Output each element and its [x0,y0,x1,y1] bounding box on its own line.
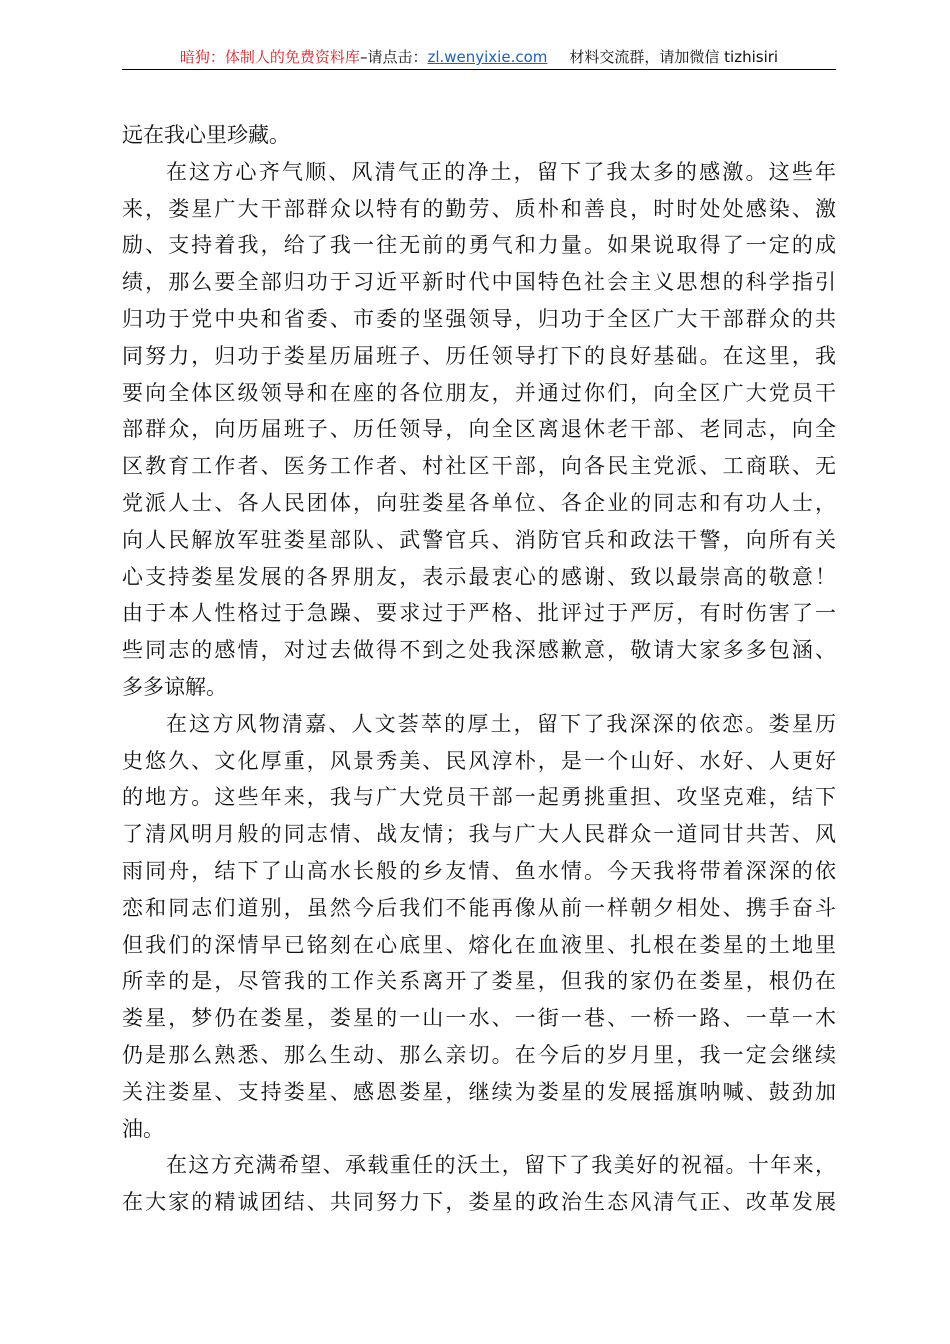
page-header [122,46,836,67]
text-line: 归功于党中央和省委、市委的坚强领导，归功于全区广大干部群众的共 [122,306,836,331]
text-line: 励、支持着我，给了我一往无前的勇气和力量。如果说取得了一定的成 [122,233,836,258]
header-brand: 暗狗：体制人的免费资料库 [179,48,360,66]
text-line: 在这方心齐气顺、风清气正的净土，留下了我太多的感激。这些年 [166,159,836,184]
text-line: 史悠久、文化厚重，风景秀美、民风淳朴，是一个山好、水好、人更好 [122,748,836,773]
text-line: 绩，那么要全部归功于习近平新时代中国特色社会主义思想的科学指引 [122,270,836,295]
text-line: 的地方。这些年来，我与广大党员干部一起勇挑重担、攻坚克难，结下 [122,785,836,810]
text-line: 心支持娄星发展的各界朋友，表示最衷心的感谢、致以最崇高的敬意！ [122,564,836,589]
text-line: 些同志的感情，对过去做得不到之处我深感歉意，敬请大家多多包涵、 [122,638,836,663]
text-line: 区教育工作者、医务工作者、村社区干部，向各民主党派、工商联、无 [122,454,836,479]
text-line: 恋和同志们道别，虽然今后我们不能再像从前一样朝夕相处、携手奋斗 [122,895,836,920]
text-line: 在大家的精诚团结、共同努力下，娄星的政治生态风清气正、改革发展 [122,1190,836,1215]
text-line: 来，娄星广大干部群众以特有的勤劳、质朴和善良，时时处处感染、激 [122,196,836,221]
text-line: 油。 [122,1116,164,1141]
text-line: 关注娄星、支持娄星、感恩娄星，继续为娄星的发展摇旗呐喊、鼓劲加 [122,1079,836,1104]
text-line: 雨同舟，结下了山高水长般的乡友情、鱼水情。今天我将带着深深的依 [122,858,836,883]
text-line: 在这方风物清嘉、人文荟萃的厚土，留下了我深深的依恋。娄星历 [166,711,836,736]
text-line: 向人民解放军驻娄星部队、武警官兵、消防官兵和政法干警，向所有关 [122,527,836,552]
text-line: 党派人士、各人民团体，向驻娄星各单位、各企业的同志和有功人士， [122,490,836,515]
text-line: 了清风明月般的同志情、战友情；我与广大人民群众一道同甘共苦、风 [122,822,836,847]
header-link[interactable]: zl.wenyixie.com [427,48,548,66]
text-line: 由于本人性格过于急躁、要求过于严格、批评过于严厉，有时伤害了一 [122,601,836,626]
text-line: 娄星，梦仍在娄星，娄星的一山一水、一街一巷、一桥一路、一草一木 [122,1006,836,1031]
document-body [122,117,836,1221]
header-prompt: –请点击： [359,48,428,66]
text-line: 部群众，向历届班子、历任领导，向全区离退休老干部、老同志，向全 [122,417,836,442]
text-line: 但我们的深情早已铭刻在心底里、熔化在血液里、扎根在娄星的土地里 [122,932,836,957]
text-line: 多多谅解。 [122,674,227,699]
text-line: 要向全体区级领导和在座的各位朋友，并通过你们，向全区广大党员干 [122,380,836,405]
text-line: 同努力，归功于娄星历届班子、历任领导打下的良好基础。在这里，我 [122,343,836,368]
text-line: 所幸的是，尽管我的工作关系离开了娄星，但我的家仍在娄星，根仍在 [122,969,836,994]
text-line: 在这方充满希望、承载重任的沃土，留下了我美好的祝福。十年来， [166,1153,836,1178]
header-divider [122,69,836,70]
header-contact: 材料交流群，请加微信 tizhisiri [569,48,779,66]
text-line: 仍是那么熟悉、那么生动、那么亲切。在今后的岁月里，我一定会继续 [122,1042,836,1067]
text-line: 远在我心里珍藏。 [122,123,290,147]
